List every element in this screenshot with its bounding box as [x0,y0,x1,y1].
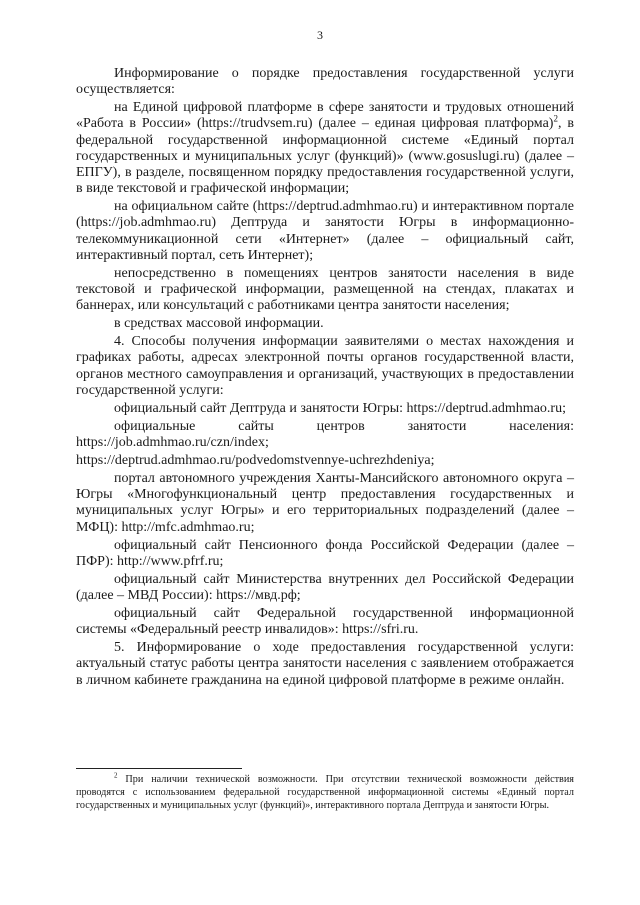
paragraph-continuation: https://deptrud.admhmao.ru/podvedomstvennye-uchrezhdeniya; [76,453,435,469]
paragraph: непосредственно в помещениях центров занятости населения в виде текстовой и графической информации, размещенной на стендах, плакатах и баннерах, или консультаций с работниками центра занятости населения; [76,265,574,314]
paragraph-text: , в федеральной государственной информационной системе «Единый портал государственных и муниципальных услуг (функций)» (www.gosuslugi.ru) (далее – ЕПГУ), в разделе, посвященном порядку предоставления государственной услуги, в виде текстовой и графической информации; [76,116,574,197]
paragraph-text: на Единой цифровой платформе в сфере занятости и трудовых отношений «Работа в России» (https://trudvsem.ru) (далее – единая цифровая платформа) [76,100,574,132]
footnote [76,773,574,812]
paragraph: в средствах массовой информации. [114,316,324,332]
footnote-text: При наличии технической возможности. При отсутствии технической возможности действия проводятся с использованием федеральной государственной информационной системы «Единый портал государственных и муниципальных услуг (функций)», интерактивного портала Дептруда и занятости Югры. [76,774,574,811]
paragraph: официальные сайты центров занятости населения: https://job.admhmao.ru/czn/index; [76,418,574,451]
paragraph: официальный сайт Федеральной государственной информационной системы «Федеральный реестр инвалидов»: https://sfri.ru. [76,606,574,638]
paragraph: 5. Информирование о ходе предоставления государственной услуги: актуальный статус работы центра занятости населения с заявлением отображается в личном кабинете гражданина на единой цифровой платформе в режиме онлайн. [76,640,574,688]
paragraph: на официальном сайте (https://deptrud.admhmao.ru) и интерактивном портале (https://job.admhmao.ru) Дептруда и занятости Югры в информационно-телекоммуникационной сети «Интернет» (далее – официальный сайт, интерактивный портал, сеть Интернет); [76,199,574,263]
paragraph: официальный сайт Министерства внутренних дел Российской Федерации (далее – МВД России): https://мвд.рф; [76,571,574,604]
paragraph: Информирование о порядке предоставления государственной услуги осуществляется: [76,66,574,98]
paragraph: 4. Способы получения информации заявителями о местах нахождения и графиках работы, адресах электронной почты органов государственной власти, органов местного самоуправления и организаций, участвующих в предоставлении государственной услуги: [76,334,574,398]
footnote-marker: 2 [114,771,118,780]
page-number: 3 [317,28,323,42]
paragraph-with-footnote [76,100,574,197]
footnote-reference: 2 [553,113,558,124]
document-body [76,66,574,691]
paragraph: портал автономного учреждения Ханты-Мансийского автономного округа – Югры «Многофункциональный центр предоставления государственных и муниципальных услуг Югры» и его территориальных подразделений (далее – МФЦ): http://mfc.admhmao.ru; [76,471,574,535]
paragraph: официальный сайт Дептруда и занятости Югры: https://deptrud.admhmao.ru; [114,400,566,416]
footnote-separator [76,768,242,769]
paragraph: официальный сайт Пенсионного фонда Российской Федерации (далее – ПФР): http://www.pfrf.ru; [76,537,574,569]
